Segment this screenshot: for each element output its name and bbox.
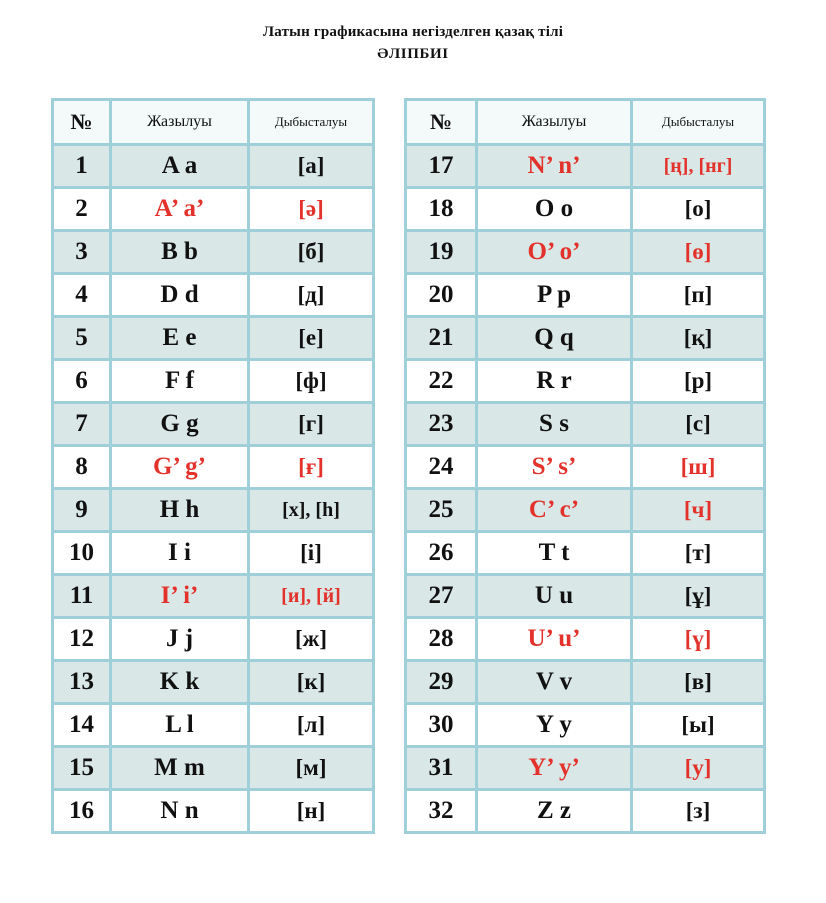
letter-writing: L l (111, 704, 249, 747)
table-row (406, 532, 765, 575)
letter-pronunciation: [е] (249, 317, 374, 360)
pronunciation-column-header: Дыбысталуы (632, 100, 765, 145)
letter-writing: C’ c’ (477, 489, 632, 532)
letter-pronunciation: [қ] (632, 317, 765, 360)
letter-pronunciation: [ш] (632, 446, 765, 489)
alphabet-table-right (404, 98, 766, 834)
letter-pronunciation: [х], [h] (249, 489, 374, 532)
table-row (53, 747, 374, 790)
letter-writing: O’ o’ (477, 231, 632, 274)
letter-number: 2 (53, 188, 111, 231)
letter-pronunciation: [ү] (632, 618, 765, 661)
table-row (53, 446, 374, 489)
letter-number: 11 (53, 575, 111, 618)
letter-number: 7 (53, 403, 111, 446)
letter-pronunciation: [ұ] (632, 575, 765, 618)
letter-number: 8 (53, 446, 111, 489)
table-row (53, 489, 374, 532)
letter-writing: D d (111, 274, 249, 317)
table-row (53, 274, 374, 317)
letter-number: 16 (53, 790, 111, 833)
table-row (53, 704, 374, 747)
letter-writing: E e (111, 317, 249, 360)
table-row (53, 403, 374, 446)
number-column-header: № (406, 100, 477, 145)
letter-pronunciation: [у] (632, 747, 765, 790)
alphabet-table-left (51, 98, 375, 834)
table-row (406, 231, 765, 274)
table-row (406, 360, 765, 403)
letter-writing: Y y (477, 704, 632, 747)
letter-pronunciation: [а] (249, 145, 374, 188)
number-column-header: № (53, 100, 111, 145)
letter-number: 30 (406, 704, 477, 747)
letter-number: 23 (406, 403, 477, 446)
letter-pronunciation: [ж] (249, 618, 374, 661)
letter-number: 5 (53, 317, 111, 360)
table-header-row (53, 100, 374, 145)
letter-writing: J j (111, 618, 249, 661)
letter-writing: K k (111, 661, 249, 704)
table-row (53, 575, 374, 618)
letter-number: 21 (406, 317, 477, 360)
letter-pronunciation: [з] (632, 790, 765, 833)
letter-number: 24 (406, 446, 477, 489)
table-row (406, 274, 765, 317)
letter-pronunciation: [р] (632, 360, 765, 403)
letter-number: 1 (53, 145, 111, 188)
letter-writing: T t (477, 532, 632, 575)
letter-pronunciation: [ң], [нг] (632, 145, 765, 188)
letter-writing: Z z (477, 790, 632, 833)
letter-pronunciation: [н] (249, 790, 374, 833)
letter-pronunciation: [в] (632, 661, 765, 704)
letter-pronunciation: [ф] (249, 360, 374, 403)
letter-number: 19 (406, 231, 477, 274)
letter-pronunciation: [б] (249, 231, 374, 274)
letter-writing: P p (477, 274, 632, 317)
letter-pronunciation: [т] (632, 532, 765, 575)
table-row (53, 661, 374, 704)
table-row (406, 575, 765, 618)
letter-writing: U u (477, 575, 632, 618)
letter-writing: S’ s’ (477, 446, 632, 489)
letter-number: 26 (406, 532, 477, 575)
letter-pronunciation: [к] (249, 661, 374, 704)
table-row (406, 661, 765, 704)
letter-writing: R r (477, 360, 632, 403)
letter-number: 4 (53, 274, 111, 317)
table-row (53, 231, 374, 274)
table-row (53, 360, 374, 403)
letter-writing: V v (477, 661, 632, 704)
table-row (53, 790, 374, 833)
table-row (53, 618, 374, 661)
letter-writing: S s (477, 403, 632, 446)
letter-writing: F f (111, 360, 249, 403)
table-row (406, 403, 765, 446)
letter-pronunciation: [и], [й] (249, 575, 374, 618)
table-row (406, 704, 765, 747)
letter-writing: I’ i’ (111, 575, 249, 618)
table-row (53, 317, 374, 360)
letter-writing: N’ n’ (477, 145, 632, 188)
letter-number: 27 (406, 575, 477, 618)
letter-number: 20 (406, 274, 477, 317)
letter-pronunciation: [ч] (632, 489, 765, 532)
letter-pronunciation: [п] (632, 274, 765, 317)
letter-writing: Q q (477, 317, 632, 360)
letter-pronunciation: [с] (632, 403, 765, 446)
table-row (53, 188, 374, 231)
letter-writing: I i (111, 532, 249, 575)
letter-number: 14 (53, 704, 111, 747)
letter-writing: A’ a’ (111, 188, 249, 231)
writing-column-header: Жазылуы (111, 100, 249, 145)
letter-writing: O o (477, 188, 632, 231)
letter-number: 22 (406, 360, 477, 403)
letter-number: 3 (53, 231, 111, 274)
letter-writing: N n (111, 790, 249, 833)
letter-number: 31 (406, 747, 477, 790)
table-header-row (406, 100, 765, 145)
table-row (406, 446, 765, 489)
letter-number: 13 (53, 661, 111, 704)
letter-pronunciation: [о] (632, 188, 765, 231)
letter-writing: B b (111, 231, 249, 274)
document-subtitle: ӘЛІПБИІ (377, 46, 449, 62)
left-table-body (53, 145, 374, 833)
letter-pronunciation: [ә] (249, 188, 374, 231)
letter-pronunciation: [ы] (632, 704, 765, 747)
table-row (406, 145, 765, 188)
letter-writing: U’ u’ (477, 618, 632, 661)
letter-number: 9 (53, 489, 111, 532)
letter-pronunciation: [ғ] (249, 446, 374, 489)
letter-pronunciation: [м] (249, 747, 374, 790)
document-title: Латын графикасына негізделген қазақ тілі (262, 24, 564, 40)
letter-writing: H h (111, 489, 249, 532)
letter-number: 29 (406, 661, 477, 704)
letter-writing: M m (111, 747, 249, 790)
letter-number: 10 (53, 532, 111, 575)
table-row (406, 188, 765, 231)
letter-pronunciation: [л] (249, 704, 374, 747)
letter-number: 18 (406, 188, 477, 231)
table-row (406, 317, 765, 360)
writing-column-header: Жазылуы (477, 100, 632, 145)
table-row (53, 145, 374, 188)
letter-writing: Y’ y’ (477, 747, 632, 790)
table-row (406, 618, 765, 661)
letter-number: 25 (406, 489, 477, 532)
letter-pronunciation: [г] (249, 403, 374, 446)
table-row (53, 532, 374, 575)
letter-number: 28 (406, 618, 477, 661)
table-row (406, 489, 765, 532)
right-table-body (406, 145, 765, 833)
letter-pronunciation: [д] (249, 274, 374, 317)
letter-writing: A a (111, 145, 249, 188)
letter-number: 12 (53, 618, 111, 661)
table-row (406, 790, 765, 833)
letter-writing: G’ g’ (111, 446, 249, 489)
pronunciation-column-header: Дыбысталуы (249, 100, 374, 145)
letter-number: 17 (406, 145, 477, 188)
letter-number: 32 (406, 790, 477, 833)
letter-pronunciation: [і] (249, 532, 374, 575)
letter-number: 15 (53, 747, 111, 790)
letter-writing: G g (111, 403, 249, 446)
letter-number: 6 (53, 360, 111, 403)
table-row (406, 747, 765, 790)
letter-pronunciation: [ө] (632, 231, 765, 274)
